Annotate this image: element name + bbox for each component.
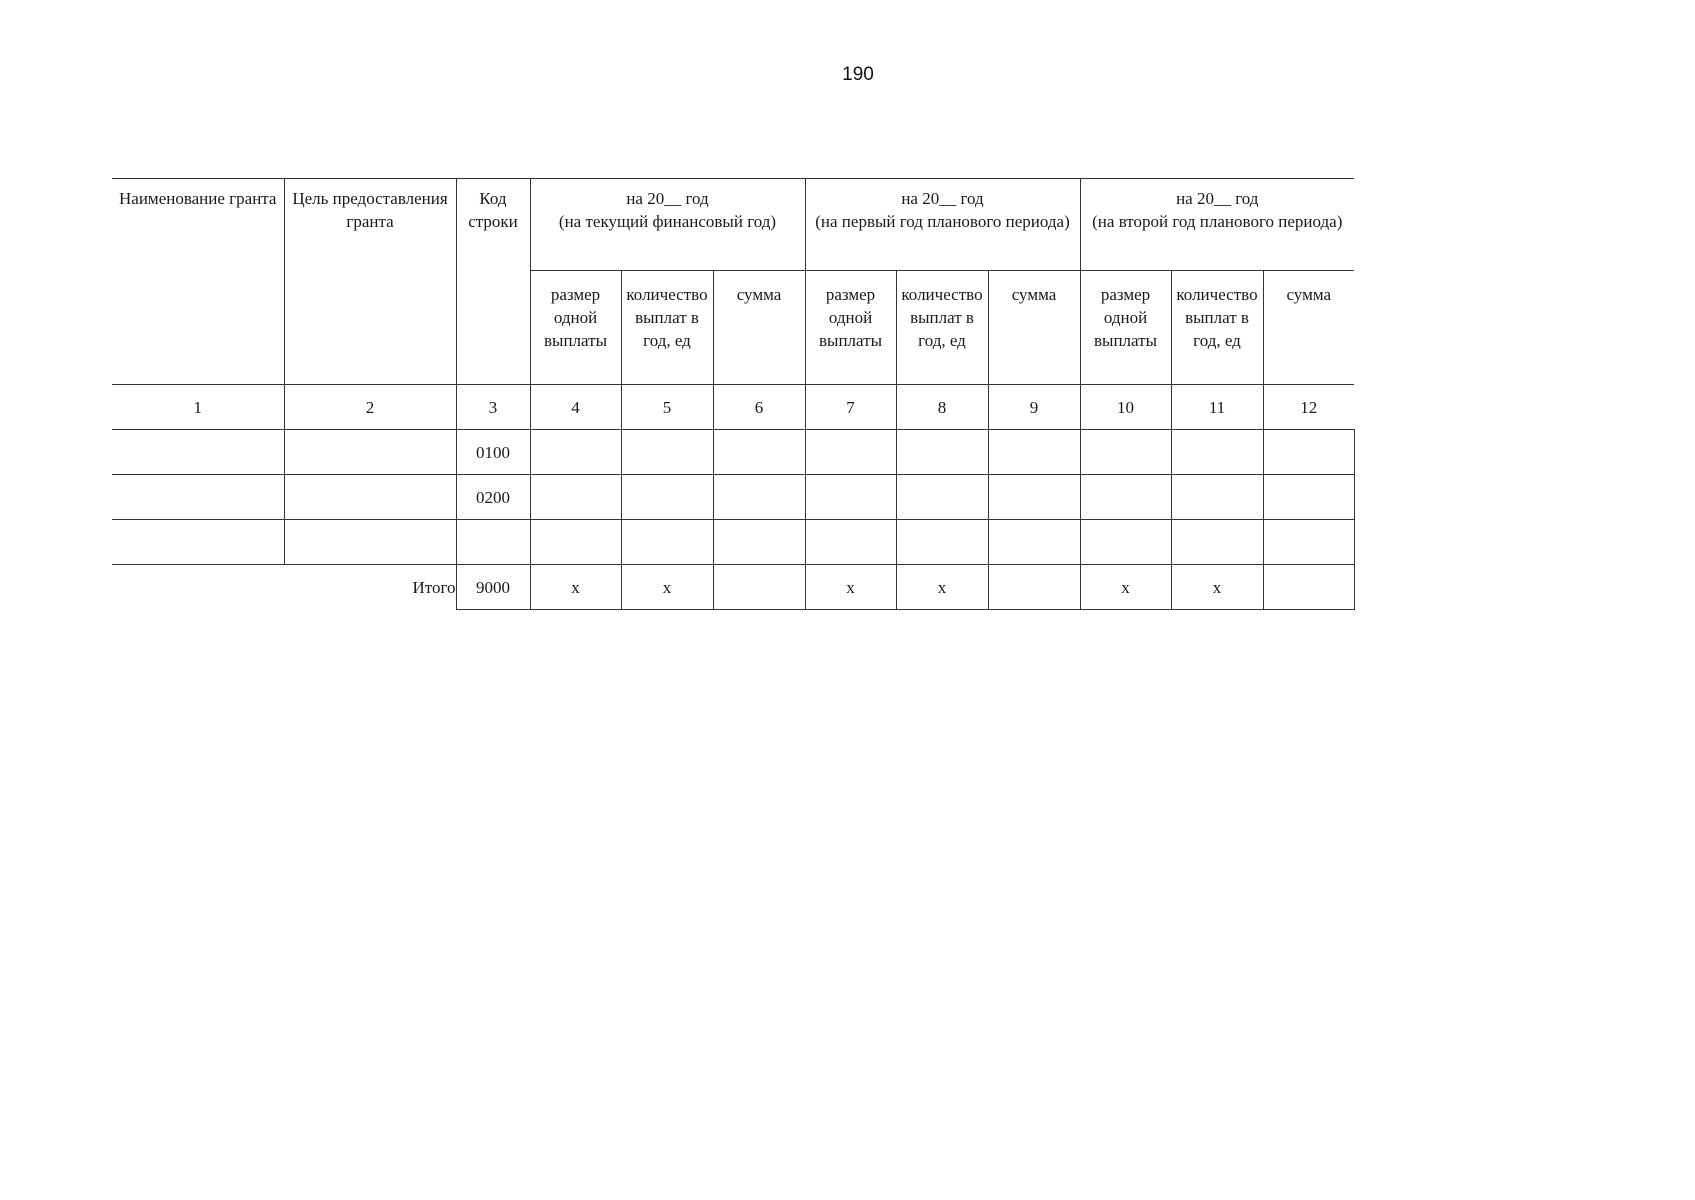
cell bbox=[1171, 475, 1263, 520]
subheader-payment-count: количество выплат в год, ед bbox=[1171, 271, 1263, 385]
total-cell bbox=[988, 565, 1080, 610]
subheader-sum: сумма bbox=[988, 271, 1080, 385]
column-number: 10 bbox=[1080, 385, 1171, 430]
header-period-current: на 20__ год (на текущий финансовый год) bbox=[530, 179, 805, 271]
cell bbox=[1080, 475, 1171, 520]
cell-grant-name bbox=[112, 520, 284, 565]
subheader-sum: сумма bbox=[713, 271, 805, 385]
cell-grant-purpose bbox=[284, 475, 456, 520]
cell bbox=[805, 430, 896, 475]
column-number: 6 bbox=[713, 385, 805, 430]
header-row-code: Код строки bbox=[456, 179, 530, 385]
cell bbox=[1263, 475, 1354, 520]
column-number: 9 bbox=[988, 385, 1080, 430]
cell-row-code: 0100 bbox=[456, 430, 530, 475]
total-cell bbox=[713, 565, 805, 610]
cell bbox=[988, 430, 1080, 475]
cell bbox=[1171, 520, 1263, 565]
total-row-code: 9000 bbox=[456, 565, 530, 610]
table-row bbox=[112, 430, 1354, 475]
header-grant-purpose: Цель предоставления гранта bbox=[284, 179, 456, 385]
subheader-payment-size: размер одной выплаты bbox=[1080, 271, 1171, 385]
cell bbox=[1263, 430, 1354, 475]
subheader-payment-size: размер одной выплаты bbox=[805, 271, 896, 385]
column-number: 5 bbox=[621, 385, 713, 430]
header-row bbox=[112, 179, 1354, 271]
cell bbox=[1263, 520, 1354, 565]
total-cell: x bbox=[896, 565, 988, 610]
page-number: 190 bbox=[842, 64, 874, 85]
cell-grant-name bbox=[112, 475, 284, 520]
cell bbox=[896, 475, 988, 520]
subheader-payment-count: количество выплат в год, ед bbox=[621, 271, 713, 385]
cell bbox=[713, 475, 805, 520]
cell bbox=[1171, 430, 1263, 475]
column-number: 11 bbox=[1171, 385, 1263, 430]
total-label: Итого bbox=[112, 565, 456, 610]
total-cell bbox=[1263, 565, 1354, 610]
header-period-first-plan: на 20__ год (на первый год планового периода) bbox=[805, 179, 1080, 271]
cell-grant-purpose bbox=[284, 430, 456, 475]
cell bbox=[805, 520, 896, 565]
column-number-row bbox=[112, 385, 1354, 430]
total-cell: x bbox=[1080, 565, 1171, 610]
column-number: 1 bbox=[112, 385, 284, 430]
cell bbox=[988, 520, 1080, 565]
total-cell: x bbox=[530, 565, 621, 610]
cell-row-code bbox=[456, 520, 530, 565]
table-row bbox=[112, 520, 1354, 565]
total-cell: x bbox=[1171, 565, 1263, 610]
cell bbox=[530, 430, 621, 475]
total-cell: x bbox=[805, 565, 896, 610]
header-grant-name: Наименование гранта bbox=[112, 179, 284, 385]
column-number: 3 bbox=[456, 385, 530, 430]
cell bbox=[805, 475, 896, 520]
cell bbox=[896, 520, 988, 565]
cell bbox=[1080, 430, 1171, 475]
column-number: 7 bbox=[805, 385, 896, 430]
column-number: 8 bbox=[896, 385, 988, 430]
subheader-payment-count: количество выплат в год, ед bbox=[896, 271, 988, 385]
cell bbox=[621, 475, 713, 520]
subheader-sum: сумма bbox=[1263, 271, 1354, 385]
cell bbox=[1080, 520, 1171, 565]
cell-grant-name bbox=[112, 430, 284, 475]
cell bbox=[621, 520, 713, 565]
cell bbox=[713, 520, 805, 565]
column-number: 2 bbox=[284, 385, 456, 430]
grants-table bbox=[112, 178, 1355, 610]
table-row bbox=[112, 475, 1354, 520]
cell bbox=[896, 430, 988, 475]
total-row bbox=[112, 565, 1354, 610]
cell bbox=[530, 475, 621, 520]
cell-grant-purpose bbox=[284, 520, 456, 565]
header-period-second-plan: на 20__ год (на второй год планового периода) bbox=[1080, 179, 1354, 271]
cell bbox=[713, 430, 805, 475]
column-number: 4 bbox=[530, 385, 621, 430]
cell bbox=[621, 430, 713, 475]
subheader-payment-size: размер одной выплаты bbox=[530, 271, 621, 385]
cell-row-code: 0200 bbox=[456, 475, 530, 520]
cell bbox=[530, 520, 621, 565]
cell bbox=[988, 475, 1080, 520]
column-number: 12 bbox=[1263, 385, 1354, 430]
total-cell: x bbox=[621, 565, 713, 610]
